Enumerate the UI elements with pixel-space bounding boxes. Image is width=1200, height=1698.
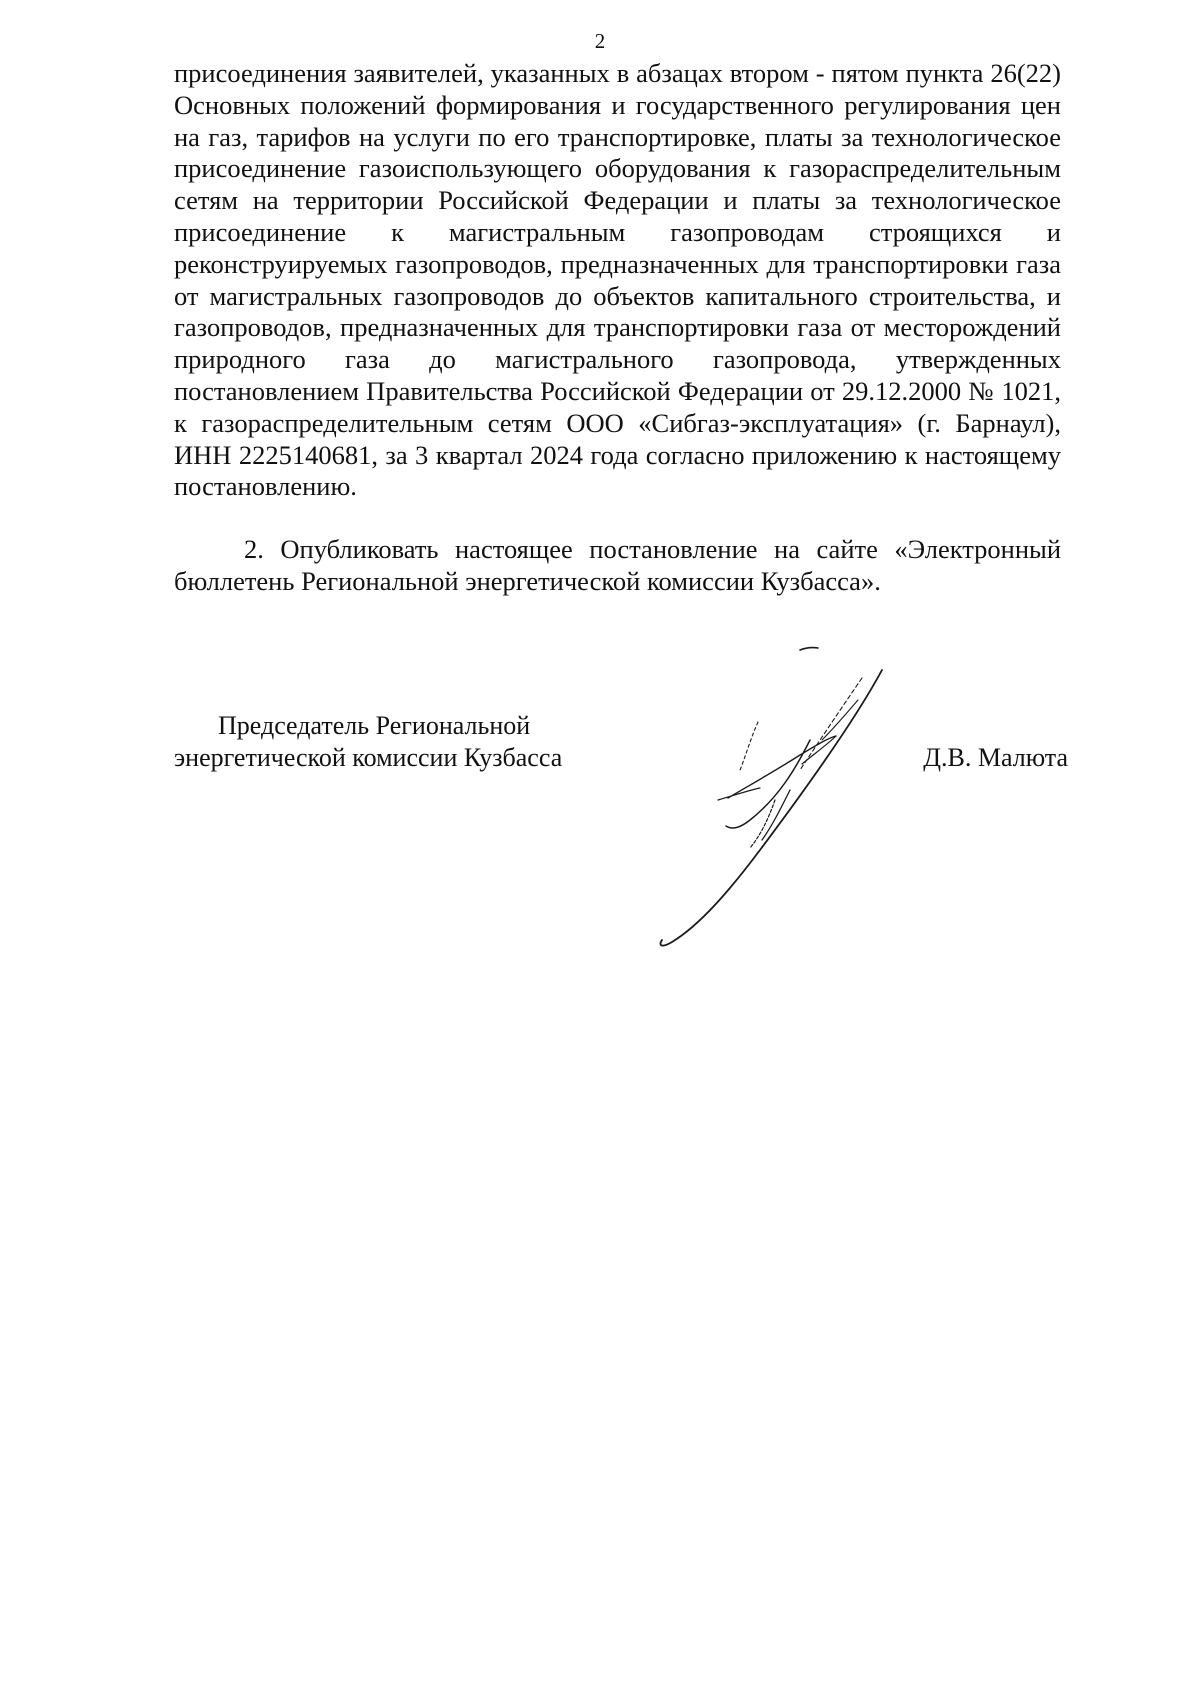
- paragraph-text: присоединения заявителей, указанных в абзацах втором - пятом пункта 26(22) Основных положений формирования и государственного регулирования цен на газ, тарифов на услуги по его транспортировке, платы за технологическое присоединение газоиспользующего оборудования к газораспределительным сетям на территории Российской Федерации и платы за технологическое присоединение к магистральным газопроводам строящихся и реконструируемых газопроводов, предназначенных для транспортировки газа от магистральных газопроводов до объектов капитального строительства, и газопроводов, предназначенных для транспортировки газа от месторождений природного газа до магистрального газопровода, утвержденных постановлением Правительства Российской Федерации от 29.12.2000 № 1021, к газораспределительным сетям ООО «Сибгаз-эксплуатация» (г. Барнаул), ИНН 2225140681, за 3 квартал 2024 года согласно приложению к настоящему постановлению.: [174, 58, 1061, 502]
- signatory-name: Д.В. Малюта: [923, 743, 1068, 772]
- handwritten-signature: [600, 640, 900, 990]
- paragraph-text: 2. Опубликовать настоящее постановление на сайте «Электронный бюллетень Региональной энергетической комиссии Кузбасса».: [174, 534, 1061, 596]
- signatory-title: [174, 710, 604, 774]
- signatory-title-line-1: Председатель Региональной: [218, 711, 531, 740]
- signatory-title-line-2: энергетической комиссии Кузбасса: [174, 743, 563, 772]
- page-number: 2: [594, 29, 606, 53]
- body-paragraph-2: [174, 534, 1061, 598]
- body-paragraph-1: [174, 58, 1061, 503]
